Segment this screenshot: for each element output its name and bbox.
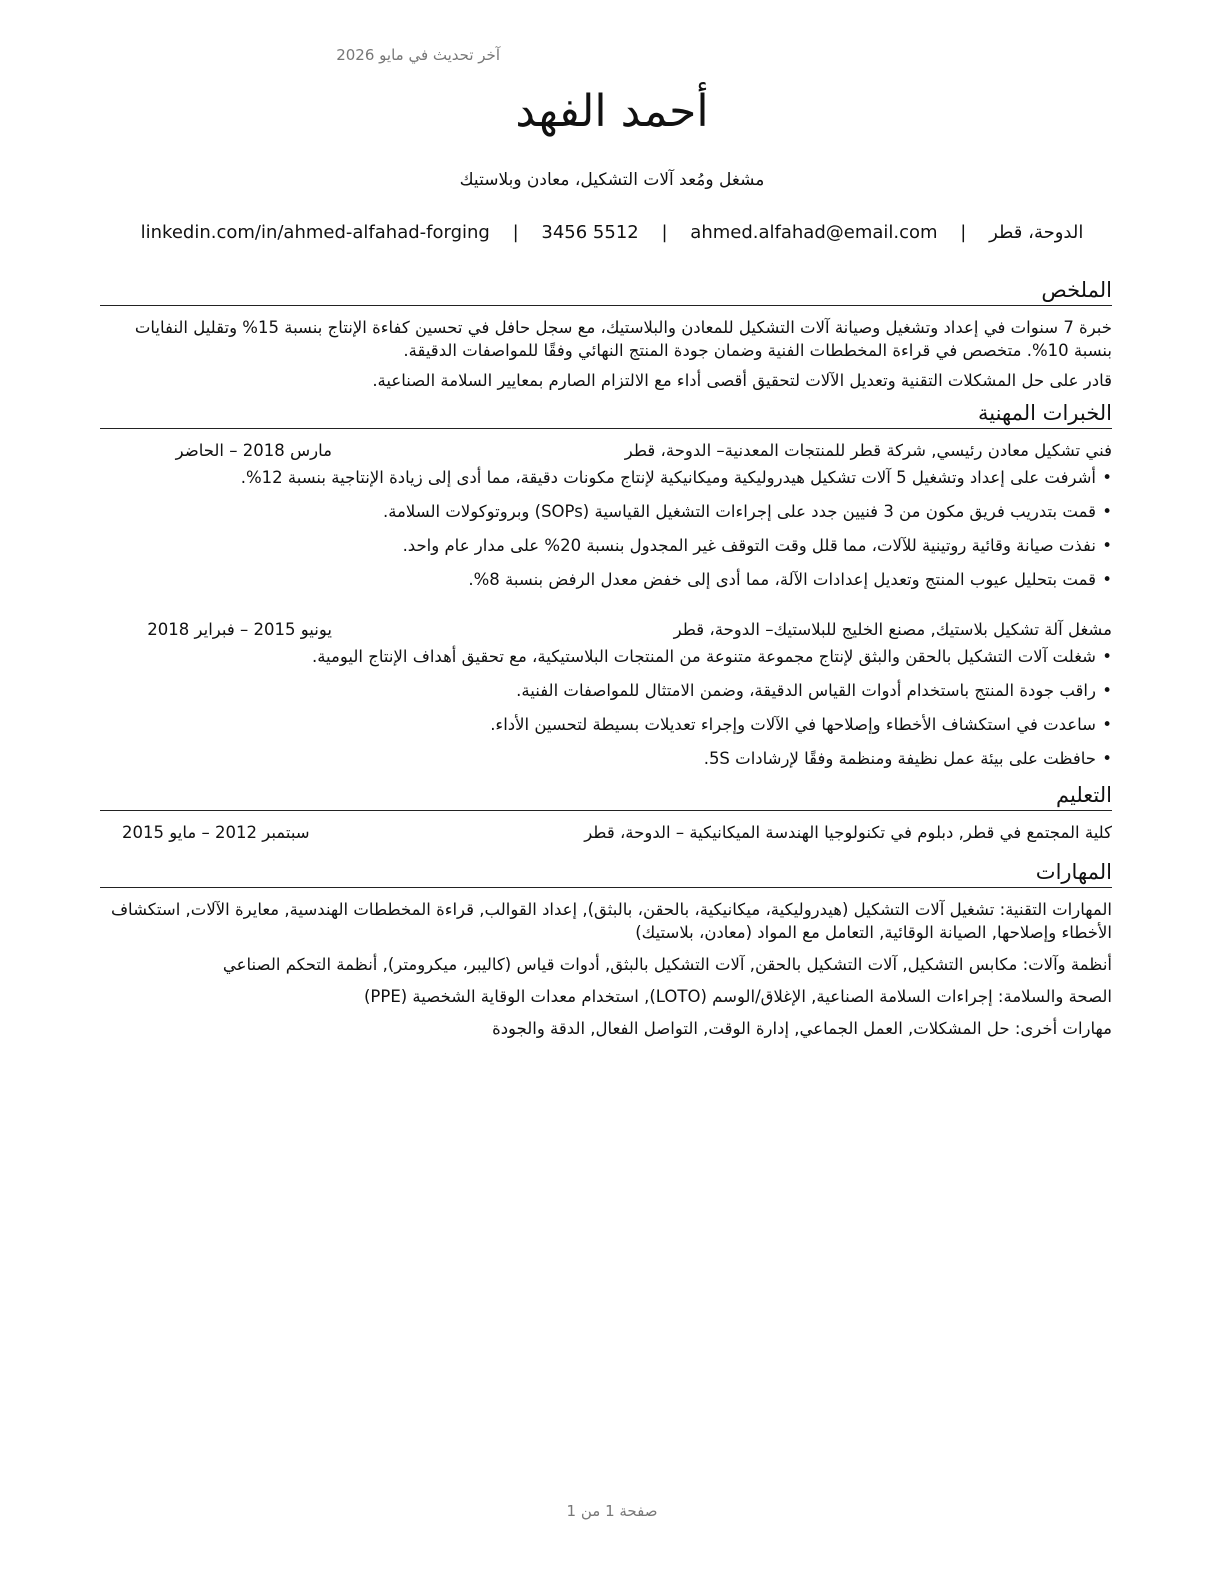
summary-section bbox=[100, 276, 1112, 392]
experience-heading: الخبرات المهنية bbox=[100, 399, 1112, 429]
job-location: – الدوحة، قطر bbox=[673, 620, 774, 639]
list-item bbox=[100, 747, 1112, 770]
last-updated-note: آخر تحديث في مايو 2026 bbox=[336, 46, 500, 64]
bullet-text: أشرفت على إعداد وتشغيل 5 آلات تشكيل هيدروليكية وميكانيكية لإنتاج مكونات دقيقة، مما أدى إلى زيادة الإنتاجية بنسبة 12%. bbox=[240, 468, 1096, 487]
job-location: – الدوحة، قطر bbox=[624, 441, 725, 460]
summary-paragraph: قادر على حل المشكلات التقنية وتعديل الآلات لتحقيق أقصى أداء مع الالتزام الصارم بمعايير السلامة الصناعية. bbox=[372, 371, 1112, 390]
list-item bbox=[100, 500, 1112, 523]
contact-separator: | bbox=[960, 222, 967, 243]
bullet-icon: • bbox=[1102, 715, 1112, 734]
education-entry bbox=[100, 821, 1112, 844]
bullet-text: راقب جودة المنتج باستخدام أدوات القياس الدقيقة، وضمن الامتثال للمواصفات الفنية. bbox=[516, 681, 1096, 700]
contact-email[interactable]: ahmed.alfahad@email.com bbox=[690, 222, 938, 243]
bullet-icon: • bbox=[1102, 749, 1112, 768]
job-bullets bbox=[100, 466, 1112, 591]
contact-location: الدوحة، قطر bbox=[989, 222, 1084, 243]
page-number: صفحة 1 من 1 bbox=[566, 1502, 658, 1520]
job-entry bbox=[100, 439, 1112, 591]
list-item bbox=[100, 645, 1112, 668]
skills-line: أنظمة وآلات: مكابس التشكيل, آلات التشكيل بالحقن, آلات التشكيل بالبثق, أدوات قياس (كاليبر، ميكرومتر), أنظمة التحكم الصناعي bbox=[222, 955, 1112, 974]
bullet-text: حافظت على بيئة عمل نظيفة ومنظمة وفقًا لإرشادات 5S. bbox=[703, 749, 1096, 768]
resume-body bbox=[100, 276, 1112, 1049]
list-item bbox=[100, 568, 1112, 591]
job-role-company: مشغل آلة تشكيل بلاستيك, مصنع الخليج للبلاستيك bbox=[773, 620, 1112, 639]
education-institution: كلية المجتمع في قطر, دبلوم في تكنولوجيا الهندسة الميكانيكية – الدوحة، قطر bbox=[584, 823, 1112, 842]
list-item bbox=[100, 534, 1112, 557]
list-item bbox=[100, 466, 1112, 489]
contact-separator: | bbox=[512, 222, 519, 243]
candidate-name: أحمد الفهد bbox=[515, 86, 709, 137]
bullet-icon: • bbox=[1102, 536, 1112, 555]
job-header bbox=[100, 439, 1112, 462]
bullet-icon: • bbox=[1102, 502, 1112, 521]
skills-line: مهارات أخرى: حل المشكلات, العمل الجماعي, إدارة الوقت, التواصل الفعال, الدقة والجودة bbox=[492, 1019, 1112, 1038]
bullet-text: قمت بتحليل عيوب المنتج وتعديل إعدادات الآلة، مما أدى إلى خفض معدل الرفض بنسبة 8%. bbox=[468, 570, 1096, 589]
job-spacer bbox=[100, 602, 1112, 618]
job-role-location bbox=[674, 618, 1112, 641]
skills-heading: المهارات bbox=[100, 858, 1112, 888]
job-dates: يونيو 2015 – فبراير 2018 bbox=[147, 620, 332, 639]
education-dates: سبتمبر 2012 – مايو 2015 bbox=[122, 823, 310, 842]
experience-section bbox=[100, 399, 1112, 770]
job-bullets bbox=[100, 645, 1112, 770]
bullet-text: قمت بتدريب فريق مكون من 3 فنيين جدد على إجراءات التشغيل القياسية (SOPs) وبروتوكولات السلامة. bbox=[382, 502, 1096, 521]
education-heading: التعليم bbox=[100, 781, 1112, 811]
summary-paragraph: خبرة 7 سنوات في إعداد وتشغيل وصيانة آلات التشكيل للمعادن والبلاستيك، مع سجل حافل في تحسين كفاءة الإنتاج بنسبة 15% وتقليل النفايات بنسبة 10%. متخصص في قراءة المخططات الفنية وضمان جودة المنتج النهائي وفقًا للمواصفات الدقيقة. bbox=[134, 318, 1112, 360]
skills-line: المهارات التقنية: تشغيل آلات التشكيل (هيدروليكية، ميكانيكية، بالحقن، بالبثق), إعداد القوالب, قراءة المخططات الهندسية, معايرة الآلات, استكشاف الأخطاء وإصلاحها, الصيانة الوقائية, التعامل مع المواد (معادن، بلاستيك) bbox=[110, 900, 1112, 942]
job-dates: مارس 2018 – الحاضر bbox=[175, 441, 332, 460]
job-entry bbox=[100, 618, 1112, 770]
summary-heading: الملخص bbox=[100, 276, 1112, 306]
job-role-company: فني تشكيل معادن رئيسي, شركة قطر للمنتجات المعدنية bbox=[724, 441, 1112, 460]
bullet-icon: • bbox=[1102, 681, 1112, 700]
contact-separator: | bbox=[661, 222, 668, 243]
bullet-icon: • bbox=[1102, 647, 1112, 666]
bullet-icon: • bbox=[1102, 570, 1112, 589]
bullet-icon: • bbox=[1102, 468, 1112, 487]
list-item bbox=[100, 713, 1112, 736]
skills-line: الصحة والسلامة: إجراءات السلامة الصناعية, الإغلاق/الوسم (LOTO), استخدام معدات الوقاية الشخصية (PPE) bbox=[363, 987, 1112, 1006]
contact-line bbox=[0, 222, 1224, 243]
contact-phone[interactable]: 3456 5512 bbox=[541, 222, 639, 243]
education-section bbox=[100, 781, 1112, 844]
job-header bbox=[100, 618, 1112, 641]
bullet-text: نفذت صيانة وقائية روتينية للآلات، مما قلل وقت التوقف غير المجدول بنسبة 20% على مدار عام واحد. bbox=[402, 536, 1096, 555]
bullet-text: ساعدت في استكشاف الأخطاء وإصلاحها في الآلات وإجراء تعديلات بسيطة لتحسين الأداء. bbox=[490, 715, 1096, 734]
skills-section bbox=[100, 858, 1112, 1040]
list-item bbox=[100, 679, 1112, 702]
candidate-title: مشغل ومُعد آلات التشكيل، معادن وبلاستيك bbox=[459, 170, 765, 190]
bullet-text: شغلت آلات التشكيل بالحقن والبثق لإنتاج مجموعة متنوعة من المنتجات البلاستيكية، مع تحقيق أهداف الإنتاج اليومية. bbox=[311, 647, 1096, 666]
job-role-location bbox=[625, 439, 1112, 462]
contact-linkedin[interactable]: linkedin.com/in/ahmed-alfahad-forging bbox=[140, 222, 490, 243]
